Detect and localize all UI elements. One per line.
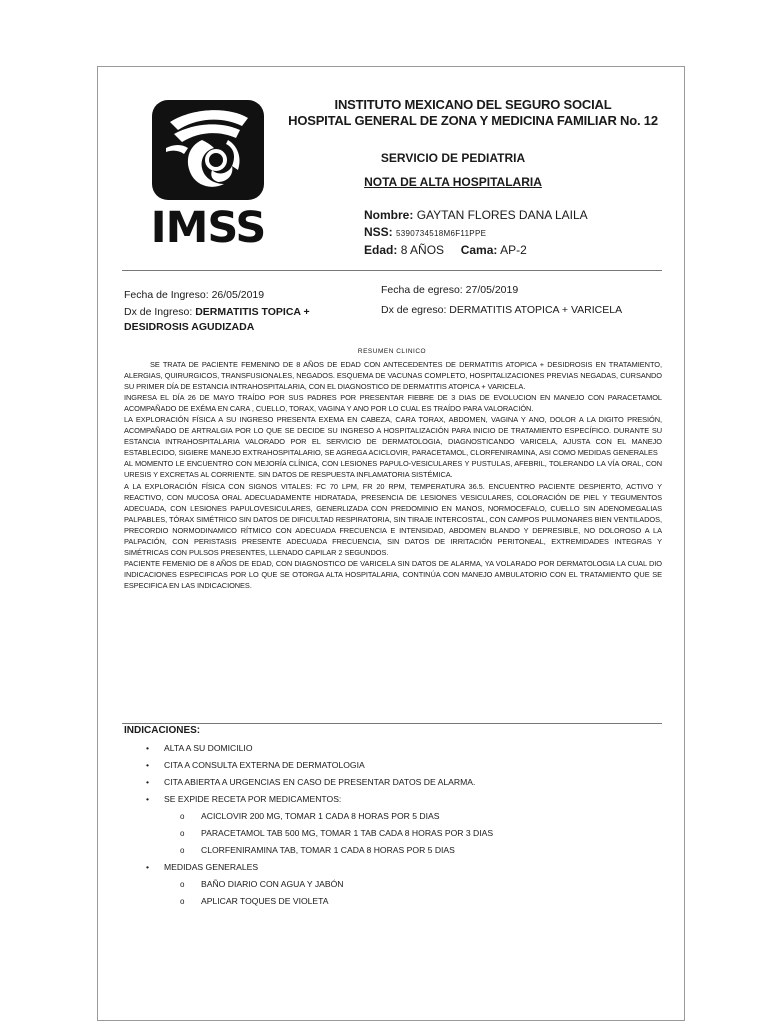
bullet-icon: • [146, 794, 150, 804]
medication-item: o CLORFENIRAMINA TAB, TOMAR 1 CADA 8 HORAS POR 5 DIAS [124, 842, 654, 859]
general-measure-item: o APLICAR TOQUES DE VIOLETA [124, 893, 654, 910]
list-item: • ALTA A SU DOMICILIO [124, 740, 654, 757]
summary-paragraph: A LA EXPLORACIÓN FÍSICA CON SIGNOS VITALES: FC 70 LPM, FR 20 RPM, TEMPERATURA 36.5. ENCUENTRO PACIENTE DESPIERTO, ACTIVO Y REACTIVO, CON MUCOSA ORAL ADECUADAMENTE HIDRATADA, PRESENCIA DE LESIONES VESICULARES, COLORACIÓN DE PIEL Y TEGUMENTOS ADECUADA, CON LESIONES PAPULOVESICULARES, GENERLIZADA CON PREDOMINIO EN MANOS, NORMOCEFALO, CUELLO SIN ADENOMEGALIAS PALPABLES, TÓRAX SIMÉTRICO SIN DATOS DE DIFICULTAD RESPIRATORIA, SIN TIRAJE INTERCOSTAL, CON CAMPOS PULMONARES BIEN VENTILADOS, PRECORDIO NORMODINAMICO RÍTMICO CON ADECUADA FRECUENCIA E INTENSIDAD, ABDOMEN BLANDO Y DEPRESIBLE, NO DOLOROSO A LA PALPACIÓN, CON PERISTASIS PRESENTE ADECUADA FRECUENCIA, SIN DATOS DE IRRITACIÓN PERITONEAL, EXTREMIDADES INTEGRAS Y SIMÉTRICAS CON PULSOS PRESENTES, LLENADO CAPILAR 2 SEGUNDOS. [124, 481, 662, 557]
imss-eagle-emblem-icon [152, 100, 264, 200]
general-measure-item: o BAÑO DIARIO CON AGUA Y JABÓN [124, 876, 654, 893]
medication-item: o ACICLOVIR 200 MG, TOMAR 1 CADA 8 HORAS POR 5 DIAS [124, 808, 654, 825]
medication-item: o PARACETAMOL TAB 500 MG, TOMAR 1 TAB CADA 8 HORAS POR 3 DIAS [124, 825, 654, 842]
circle-bullet-icon: o [180, 846, 185, 855]
indications-list [124, 740, 654, 910]
patient-info [364, 207, 674, 259]
patient-nss-label: NSS: [364, 225, 393, 239]
discharge-diagnosis: Dx de egreso: DERMATITIS ATOPICA + VARICELA [381, 304, 623, 316]
patient-age-row [364, 242, 674, 259]
list-item: • MEDIDAS GENERALES [124, 859, 654, 876]
institution-header [283, 97, 663, 129]
bullet-icon: • [146, 777, 150, 787]
summary-paragraph: LA EXPLORACIÓN FÍSICA A SU INGRESO PRESENTA EXEMA EN CABEZA, CARA TORAX, ABDOMEN, VAGINA Y ANO, DOLOR A LA DIGITO PRESIÓN, ACOMPAÑADO DE ARTRALGIA POR LO QUE SE DECIDE SU INGRESO A HOSPITALIZACIÓN PARA INICIO DE TRATAMIENTO ESPECÍFICO. DURANTE SU ESTANCIA INTRAHOSPITALARIA VALORADO POR EL SERVICIO DE DERMATOLOGIA, DIAGNOSTICANDO VARICELA, AJUSTA CON EL MANEJO ESTABLECIDO, SIGIERE MANEJO EXTRAHOSPITALARIO, SE AGREGA ACICLOVIR, PARACETAMOL, CLORFENIRAMINA, ASI COMO MEDIDAS GENERALES [124, 415, 662, 458]
service-name: SERVICIO DE PEDIATRIA [380, 151, 526, 165]
admission-diagnosis: Dx de Ingreso: DERMATITIS TOPICA + DESIDROSIS AGUDIZADA [124, 306, 310, 333]
admission-date: Fecha de Ingreso: 26/05/2019 [124, 289, 265, 301]
bullet-icon: • [146, 743, 150, 753]
patient-bed-label: Cama: [460, 243, 498, 257]
bullet-icon: • [146, 760, 150, 770]
patient-age-label: Edad: [364, 243, 398, 257]
circle-bullet-icon: o [180, 897, 185, 906]
note-title: NOTA DE ALTA HOSPITALARIA [364, 175, 542, 189]
indications-title: INDICACIONES: [124, 725, 201, 736]
bullet-icon: • [146, 862, 150, 872]
list-item: • CITA ABIERTA A URGENCIAS EN CASO DE PRESENTAR DATOS DE ALARMA. [124, 774, 654, 791]
hospital-name: HOSPITAL GENERAL DE ZONA Y MEDICINA FAMILIAR No. 12 [288, 113, 658, 128]
clinical-summary [124, 359, 662, 591]
imss-logo-text: IMSS [150, 203, 266, 253]
list-item: • CITA A CONSULTA EXTERNA DE DERMATOLOGIA [124, 757, 654, 774]
patient-nss: 5390734518M6F11PPE [396, 229, 487, 238]
institution-name: INSTITUTO MEXICANO DEL SEGURO SOCIAL [334, 97, 612, 112]
circle-bullet-icon: o [180, 880, 185, 889]
patient-bed: AP-2 [500, 243, 527, 257]
summary-paragraph: INGRESA EL DÍA 26 DE MAYO TRAÍDO POR SUS PADRES POR PRESENTAR FIEBRE DE 3 DIAS DE EVOLUCION EN MANEJO CON PARACETAMOL ACOMPAÑADO DE EXÉMA EN CARA , CUELLO, TORAX, VAGINA Y ANO POR LO CUAL ES TRAÍDO PARA VALORACIÓN. [124, 393, 662, 414]
indications-divider [122, 723, 662, 724]
summary-paragraph: SE TRATA DE PACIENTE FEMENINO DE 8 AÑOS DE EDAD CON ANTECEDENTES DE DERMATITIS ATOPICA + DESIDROSIS EN TRATAMIENTO, ALERGIAS, QUIRURGICOS, TRANSFUSIONALES, NEGADOS. ESQUEMA DE VACUNAS COMPLETO, HOSPITALIZACIONES PREVIAS NEGADAS, CURSANDO SU PRIMER DÍA DE ESTANCIA INTRAHOSPITALARIA, CON EL DIAGNOSTICO DE DERMATITIS ATOPICA + VARICELA. [124, 360, 662, 392]
patient-name-row [364, 207, 674, 224]
patient-name-label: Nombre: [364, 208, 414, 222]
imss-logo [148, 100, 268, 252]
document-page [97, 66, 685, 1021]
header-divider [122, 270, 662, 271]
patient-name: GAYTAN FLORES DANA LAILA [416, 208, 588, 222]
list-item: • SE EXPIDE RECETA POR MEDICAMENTOS: [124, 791, 654, 808]
patient-nss-row [364, 224, 674, 242]
circle-bullet-icon: o [180, 829, 185, 838]
circle-bullet-icon: o [180, 812, 185, 821]
discharge-date: Fecha de egreso: 27/05/2019 [381, 284, 519, 296]
clinical-summary-title: RESUMEN CLINICO [357, 348, 427, 355]
summary-paragraph: AL MOMENTO LE ENCUENTRO CON MEJORÍA CLÍNICA, CON LESIONES PAPULO-VESICULARES Y PUSTULAS, AFEBRIL, TOLERANDO LA VÍA ORAL, CON URESIS Y EXCRETAS AL CORRIENTE. SIN DATOS DE RESPUESTA INFLAMATORIA SISTÉMICA. [124, 459, 662, 480]
patient-age: 8 AÑOS [400, 243, 445, 257]
summary-paragraph: PACIENTE FEMENIO DE 8 AÑOS DE EDAD, CON DIAGNOSTICO DE VARICELA SIN DATOS DE ALARMA, YA VOLARADO POR DERMATOLOGIA LA CUAL DIO INDICACIONES ESPECIFICAS POR LO QUE SE OTORGA ALTA HOSPITALARIA, CONTINÚA CON MANEJO AMBULATORIO CON EL TRATAMIENTO QUE SE ESPECIFICA EN LAS INDICACIONES. [124, 558, 662, 590]
